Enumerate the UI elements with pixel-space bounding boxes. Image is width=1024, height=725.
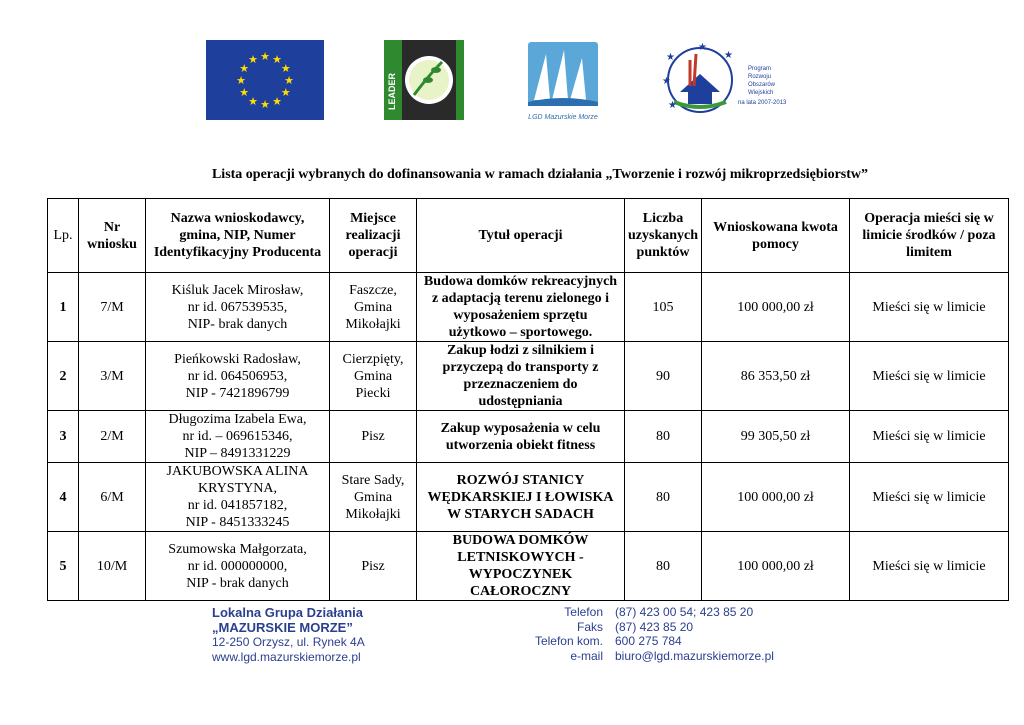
place-line: Gmina: [353, 299, 393, 315]
eu-star-icon: ★: [239, 87, 250, 99]
header-lp: Lp.: [48, 199, 79, 273]
contact-row: [500, 649, 820, 664]
row-title: [417, 342, 625, 411]
title-line: użytkowo – sportowego.: [448, 325, 593, 340]
row-nr: 3/M: [79, 342, 146, 411]
prow-text-2: Obszarów: [748, 82, 776, 88]
applicant-line: NIP – 8491331229: [184, 446, 291, 461]
title-line: Zakup wyposażenia w celu: [440, 420, 601, 436]
eu-star-icon: ★: [236, 75, 246, 87]
row-lp: 3: [48, 411, 79, 463]
header-limit: Operacja mieści się w limicie środków / poza limitem: [850, 199, 1009, 273]
row-points: 80: [625, 463, 702, 532]
place-line: Gmina: [353, 489, 393, 505]
title-line: przyczepą do transporty z: [442, 360, 599, 375]
row-amount: 100 000,00 zł: [702, 532, 850, 601]
title-line: z adaptacją terenu zielonego i: [431, 291, 610, 306]
table-row: [48, 463, 1009, 532]
applicant-line: nr id. 067539535,: [187, 299, 288, 315]
row-amount: 100 000,00 zł: [702, 273, 850, 342]
eu-star-icon: ★: [248, 54, 258, 67]
applicant-line: nr id. – 069615346,: [182, 429, 293, 444]
eu-star-icon: ★: [260, 99, 270, 111]
title-line: Zakup łodzi z silnikiem i: [446, 343, 595, 358]
row-points: 80: [625, 411, 702, 463]
header-amount: Wnioskowana kwota pomocy: [702, 199, 850, 273]
table-row: [48, 342, 1009, 411]
svg-text:★: ★: [666, 52, 675, 63]
row-nr: 2/M: [79, 411, 146, 463]
row-place: [330, 273, 417, 342]
row-lp: 2: [48, 342, 79, 411]
row-title: [417, 411, 625, 463]
table-row: [48, 532, 1009, 601]
leader-logo: [384, 40, 464, 120]
row-limit: Mieści się w limicie: [850, 273, 1009, 342]
table-row: [48, 411, 1009, 463]
applicant-line: NIP - 8451333245: [185, 515, 290, 530]
row-points: 90: [625, 342, 702, 411]
row-applicant: [146, 273, 330, 342]
lgd-mazurskie-morze-logo: [524, 40, 602, 122]
row-title: [417, 463, 625, 532]
eu-flag-logo: [206, 40, 324, 120]
row-applicant: [146, 342, 330, 411]
title-line: ROZWÓJ STANICY: [456, 472, 585, 488]
svg-text:★: ★: [724, 50, 733, 61]
row-lp: 1: [48, 273, 79, 342]
eu-star-icon: ★: [280, 87, 291, 99]
applicant-line: nr id. 000000000,: [187, 558, 288, 574]
svg-text:★: ★: [662, 76, 671, 87]
applicant-line: NIP- brak danych: [187, 316, 288, 332]
footer-org-subname: „MAZURSKIE MORZE”: [212, 620, 353, 635]
applicant-line: Szumowska Małgorzata,: [168, 541, 307, 557]
footer-org-name: Lokalna Grupa Działania: [212, 605, 363, 620]
place-line: Mikołajki: [345, 316, 401, 332]
applicant-line: nr id. 064506953,: [187, 368, 288, 384]
contact-value: (87) 423 00 54; 423 85 20: [615, 605, 754, 619]
contact-value: 600 275 784: [615, 634, 682, 648]
place-line: Mikołajki: [345, 506, 401, 522]
header-name: Nazwa wnioskodawcy, gmina, NIP, Numer Identyfikacyjny Producenta: [146, 199, 330, 273]
title-line: W STARYCH SADACH: [447, 506, 594, 522]
row-applicant: [146, 411, 330, 463]
header-place: Miejsce realizacji operacji: [330, 199, 417, 273]
eu-star-icon: ★: [272, 95, 282, 108]
header-points: Liczba uzyskanych punktów: [625, 199, 702, 273]
contact-value: (87) 423 85 20: [615, 619, 694, 634]
eu-star-icon: ★: [272, 54, 282, 67]
applicant-line: Kiśluk Jacek Mirosław,: [171, 282, 304, 298]
contact-label: Telefon: [564, 605, 603, 619]
table-row: [48, 273, 1009, 342]
eu-star-icon: ★: [280, 63, 291, 75]
header-title: Tytuł operacji: [417, 199, 625, 273]
title-line: BUDOWA DOMKÓW: [452, 533, 589, 548]
row-limit: Mieści się w limicie: [850, 411, 1009, 463]
title-line: WĘDKARSKIEJ I ŁOWISKA: [427, 489, 614, 505]
svg-text:★: ★: [668, 100, 677, 111]
operations-table: [47, 198, 1009, 601]
title-line: Budowa domków rekreacyjnych: [423, 274, 618, 289]
applicant-line: NIP - 7421896799: [185, 385, 290, 401]
footer-website-link[interactable]: www.lgd.mazurskiemorze.pl: [212, 650, 361, 664]
lgd-caption: LGD Mazurskie Morze: [528, 114, 598, 121]
footer-contacts: [500, 605, 820, 663]
table-header-row: [48, 199, 1009, 273]
contact-email-link[interactable]: biuro@lgd.mazurskiemorze.pl: [615, 648, 774, 663]
title-line: utworzenia obiekt fitness: [445, 437, 596, 453]
contact-row: [500, 620, 820, 635]
row-title: [417, 532, 625, 601]
contact-label: Telefon kom.: [534, 634, 603, 648]
applicant-line: JAKUBOWSKA ALINA: [166, 464, 309, 479]
footer-organization: [212, 605, 365, 665]
contact-label: Faks: [576, 619, 603, 634]
place-line: Cierzpięty,: [342, 351, 404, 367]
place-line: Pisz: [361, 558, 385, 574]
prow-logo: [660, 40, 790, 120]
prow-text-0: Program: [748, 66, 772, 72]
row-applicant: [146, 532, 330, 601]
row-place: [330, 342, 417, 411]
applicant-line: NIP - brak danych: [186, 575, 289, 591]
document-title: Lista operacji wybranych do dofinansowania w ramach działania „Tworzenie i rozwój mikroprzedsiębiorstw”: [211, 167, 869, 182]
prow-text-1: Rozwoju: [748, 74, 772, 80]
contact-label: e-mail: [570, 648, 603, 663]
place-line: Faszcze,: [349, 282, 397, 298]
eu-star-icon: ★: [284, 75, 294, 87]
title-line: LETNISKOWYCH -: [457, 550, 584, 565]
place-line: Stare Sady,: [341, 472, 405, 488]
row-lp: 4: [48, 463, 79, 532]
footer-address: 12-250 Orzysz, ul. Rynek 4A: [212, 635, 365, 649]
contact-row: [500, 634, 820, 649]
place-line: Gmina: [353, 368, 393, 384]
row-lp: 5: [48, 532, 79, 601]
row-points: 105: [625, 273, 702, 342]
row-place: [330, 411, 417, 463]
row-amount: 99 305,50 zł: [702, 411, 850, 463]
row-title: [417, 273, 625, 342]
prow-text-3: Wiejskich: [748, 90, 774, 96]
eu-star-icon: ★: [239, 63, 250, 75]
eu-star-icon: ★: [260, 51, 270, 63]
title-line: wyposażeniem sprzętu: [453, 308, 588, 323]
row-nr: 6/M: [79, 463, 146, 532]
row-applicant: [146, 463, 330, 532]
title-line: przeznaczeniem do: [463, 377, 578, 392]
row-limit: Mieści się w limicie: [850, 532, 1009, 601]
row-limit: Mieści się w limicie: [850, 342, 1009, 411]
row-place: [330, 463, 417, 532]
row-points: 80: [625, 532, 702, 601]
svg-text:★: ★: [698, 42, 707, 53]
row-amount: 100 000,00 zł: [702, 463, 850, 532]
place-line: Piecki: [355, 385, 391, 401]
applicant-line: Pieńkowski Radosław,: [174, 351, 301, 367]
row-limit: Mieści się w limicie: [850, 463, 1009, 532]
row-nr: 7/M: [79, 273, 146, 342]
eu-star-icon: ★: [248, 95, 258, 108]
row-amount: 86 353,50 zł: [702, 342, 850, 411]
title-line: CAŁOROCZNY: [469, 584, 572, 599]
applicant-line: Długozima Izabela Ewa,: [168, 412, 307, 427]
applicant-line: nr id. 041857182,: [187, 498, 288, 513]
title-line: udostępniania: [478, 394, 563, 409]
applicant-line: KRYSTYNA,: [198, 481, 277, 496]
row-place: [330, 532, 417, 601]
title-line: WYPOCZYNEK: [468, 567, 573, 582]
row-nr: 10/M: [79, 532, 146, 601]
contact-row: [500, 605, 820, 620]
logo-strip: [0, 40, 1024, 130]
leader-text: LEADER: [387, 72, 397, 110]
prow-text-4: na lata 2007-2013: [738, 100, 787, 106]
place-line: Pisz: [361, 429, 385, 444]
header-nr: Nr wniosku: [79, 199, 146, 273]
